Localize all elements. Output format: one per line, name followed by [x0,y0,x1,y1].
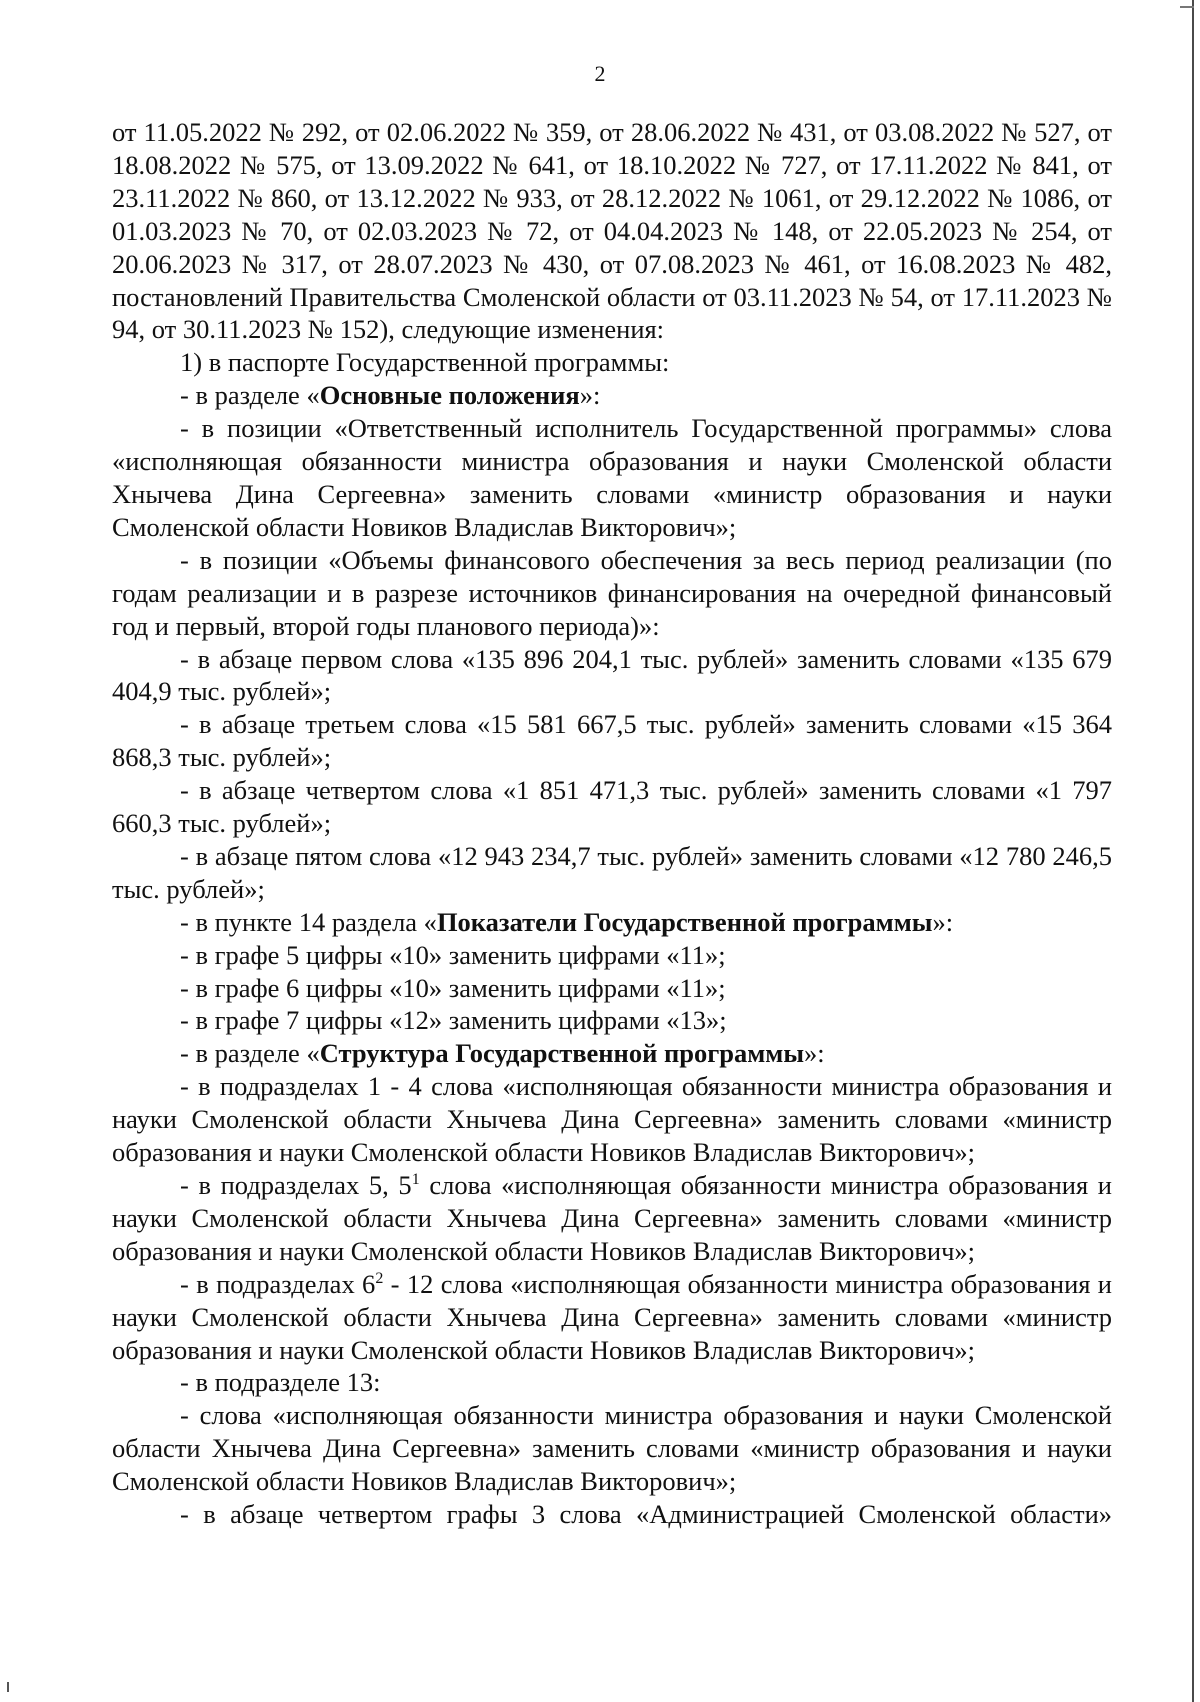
subsections-5-prefix: - в подразделах 5, 5 [180,1170,412,1200]
position-financing-volumes: - в позиции «Объемы финансового обеспечения за весь период реализации (по годам реализации и в разрезе источников финансирования на очередной финансовый год и первый, второй годы планового периода)»: [112,544,1112,641]
scan-corner-mark [1180,6,1194,8]
document-body [112,116,1112,1531]
section-indicators-prefix: - в пункте 14 раздела « [180,906,437,937]
section-indicators-title: Показатели Государственной программы [436,906,933,937]
subsections-6-superscript: 2 [375,1269,384,1287]
section-structure-prefix: - в разделе « [180,1038,320,1069]
subsection-13: - в подразделе 13: [180,1367,381,1398]
column-3-fourth-paragraph: - в абзаце четвертом графы 3 слова «Администрацией Смоленской области» [180,1499,1112,1530]
page-number: 2 [594,61,606,86]
position-responsible-executor: - в позиции «Ответственный исполнитель Государственной программы» слова «исполняющая обязанности министра образования и науки Смоленской области Хнычева Дина Сергеевна» заменить словами «министр образования и науки Смоленской области Новиков Владислав Викторович»; [112,413,1112,542]
subsections-5-suffix: слова «исполняющая обязанности министра образования и науки Смоленской области Хнычева Дина Сергеевна» заменить словами «министр образования и науки Смоленской области Новиков Владислав Викторович»; [112,1170,1112,1266]
opening-paragraph: от 11.05.2022 № 292, от 02.06.2022 № 359, от 28.06.2022 № 431, от 03.08.2022 № 527, от 18.08.2022 № 575, от 13.09.2022 № 641, от 18.10.2022 № 727, от 17.11.2022 № 841, от 23.11.2022 № 860, от 13.12.2022 № 933, от 28.12.2022 № 1061, от 29.12.2022 № 1086, от 01.03.2023 № 70, от 02.03.2023 № 72, от 04.04.2023 № 148, от 22.05.2023 № 254, от 20.06.2023 № 317, от 28.07.2023 № 430, от 07.08.2023 № 461, от 16.08.2023 № 482, постановлений Правительства Смоленской области от 03.11.2023 № 54, от 17.11.2023 № 94, от 30.11.2023 № 152), следующие изменения: [112,117,1112,345]
subsections-1-4-change: - в подразделах 1 - 4 слова «исполняющая обязанности министра образования и науки Смоленской области Хнычева Дина Сергеевна» заменить словами «министр образования и науки Смоленской области Новиков Владислав Викторович»; [112,1071,1112,1168]
column-5-change: - в графе 5 цифры «10» заменить цифрами «11»; [180,939,726,970]
scan-edge-line [1192,0,1194,1702]
section-indicators-suffix: »: [932,906,954,937]
paragraph-third-change: - в абзаце третьем слова «15 581 667,5 тыс. рублей» заменить словами «15 364 868,3 тыс. рублей»; [112,709,1112,773]
subsections-6-12-change [112,1268,1112,1367]
section-main-provisions [112,379,1112,412]
item-1-passport: 1) в паспорте Государственной программы: [180,347,670,378]
paragraph-first-change: - в абзаце первом слова «135 896 204,1 тыс. рублей» заменить словами «135 679 404,9 тыс. рублей»; [112,643,1112,707]
section-structure-suffix: »: [804,1038,825,1069]
subsections-6-suffix: - 12 слова «исполняющая обязанности министра образования и науки Смоленской области Хнычева Дина Сергеевна» заменить словами «министр образования и науки Смоленской области Новиков Владислав Викторович»; [112,1268,1112,1365]
section-main-suffix: »: [579,380,601,411]
subsection-13-words-change: - слова «исполняющая обязанности министра образования и науки Смоленской области Хнычева Дина Сергеевна» заменить словами «министр образования и науки Смоленской области Новиков Владислав Викторович»; [112,1400,1112,1497]
subsections-6-prefix: - в подразделах 6 [180,1268,376,1299]
paragraph-fifth-change: - в абзаце пятом слова «12 943 234,7 тыс. рублей» заменить словами «12 780 246,5 тыс. рублей»; [112,840,1112,904]
column-7-change: - в графе 7 цифры «12» заменить цифрами «13»; [180,1005,727,1036]
paragraph-fourth-change: - в абзаце четвертом слова «1 851 471,3 тыс. рублей» заменить словами «1 797 660,3 тыс. рублей»; [112,775,1112,839]
section-structure-title: Структура Государственной программы [319,1038,805,1069]
section-indicators [112,906,1112,939]
section-structure [112,1037,1112,1070]
section-main-title: Основные положения [319,380,580,411]
scan-bottom-mark [7,1682,9,1692]
subsections-5-change [112,1169,1112,1268]
section-main-prefix: - в разделе « [180,380,320,411]
subsections-5-superscript: 1 [411,1171,420,1188]
column-6-change: - в графе 6 цифры «10» заменить цифрами «11»; [180,972,726,1003]
